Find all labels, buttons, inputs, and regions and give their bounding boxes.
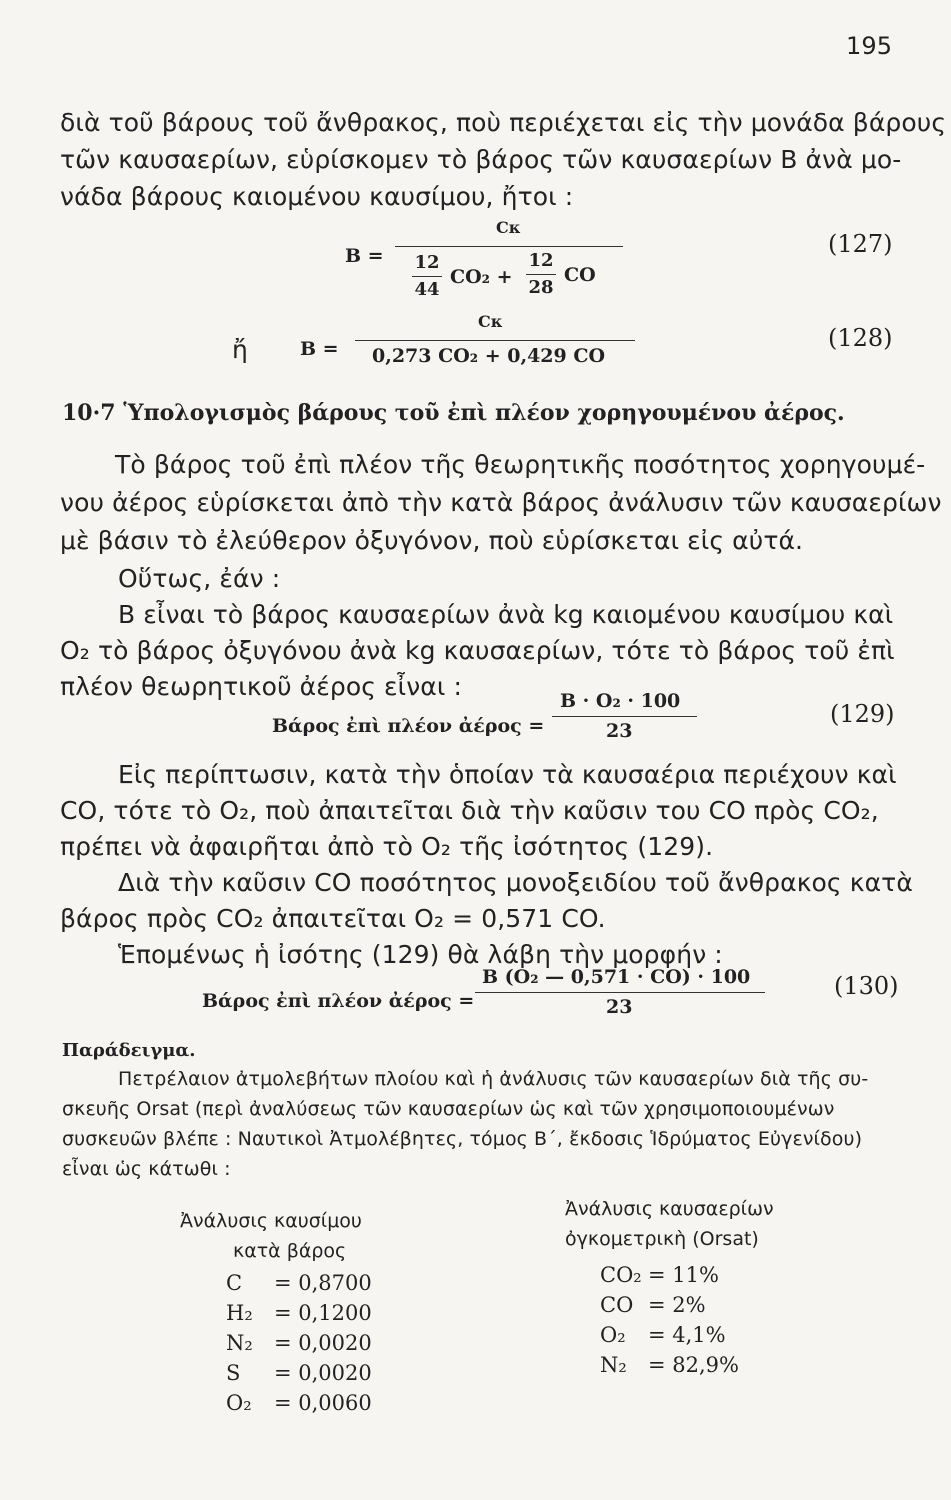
fuel-row (226, 1358, 372, 1388)
eq127-number: (127) (828, 230, 893, 258)
eq130-denominator: 23 (606, 996, 633, 1018)
eq128-lhs: B = (300, 338, 339, 360)
para1-line-3: νάδα βάρους καιομένου καυσίμου, ἤτοι : (60, 182, 574, 211)
para5-line-3: συσκευῶν βλέπε : Ναυτικοὶ Ἀτμολέβητες, τόμος Β΄, ἔκδοσις Ἱδρύματος Εὐγενίδου) (62, 1128, 863, 1150)
eq129-lhs: Βάρος ἐπὶ πλέον ἀέρος = (272, 715, 545, 737)
gas-value: = 11% (648, 1263, 719, 1287)
para5-line-2: σκευῆς Orsat (περὶ ἀναλύσεως τῶν καυσαερίων ὡς καὶ τῶν χρησιμοποιουμένων (62, 1098, 835, 1120)
eq127-frac-a (412, 252, 442, 301)
gas-analysis-heading-2: ὀγκομετρικὴ (Orsat) (565, 1228, 759, 1250)
eq127-frac-b-den: 28 (528, 277, 554, 298)
para2-line-2: νου ἀέρος εὑρίσκεται ἀπὸ τὴν κατὰ βάρος ἀνάλυσιν τῶν καυσαερίων (60, 488, 942, 517)
gas-value: = 4,1% (648, 1323, 726, 1347)
para2-line-3: μὲ βάσιν τὸ ἐλεύθερον ὀξυγόνον, ποὺ εὑρίσκεται εἰς αὐτά. (60, 526, 804, 555)
fuel-element: H₂ (226, 1301, 253, 1325)
gas-row (600, 1290, 739, 1320)
fuel-element: C (226, 1271, 243, 1295)
gas-element: CO (600, 1293, 634, 1317)
para1-line-1: διὰ τοῦ βάρους τοῦ ἄνθρακος, ποὺ περιέχεται εἰς τὴν μονάδα βάρους (60, 108, 947, 137)
fuel-analysis-heading-1: Ἀνάλυσις καυσίμου (180, 1210, 362, 1232)
para2-line-1: Τὸ βάρος τοῦ ἐπὶ πλέον τῆς θεωρητικῆς ποσότητος χορηγουμέ- (115, 450, 926, 479)
fuel-value: = 0,0020 (274, 1331, 372, 1355)
para3-line-1: Οὕτως, ἐάν : (118, 564, 281, 593)
eq127-term-b: CO (564, 264, 596, 286)
eq128-denominator: 0,273 CO₂ + 0,429 CO (372, 345, 606, 367)
gas-row (600, 1260, 739, 1290)
gas-row (600, 1320, 739, 1350)
fuel-element: S (226, 1361, 241, 1385)
fuel-value: = 0,0020 (274, 1361, 372, 1385)
eq130-lhs: Βάρος ἐπὶ πλέον ἀέρος = (202, 990, 475, 1012)
section-title: 10·7 Ὑπολογισμὸς βάρους τοῦ ἐπὶ πλέον χορηγουμένου ἀέρος. (62, 400, 845, 426)
gas-analysis-heading-1: Ἀνάλυσις καυσαερίων (565, 1198, 774, 1220)
fuel-element: O₂ (226, 1391, 252, 1415)
example-title: Παράδειγμα. (62, 1040, 196, 1061)
eq130-numerator: B (O₂ — 0,571 · CO) · 100 (482, 966, 751, 988)
fuel-row (226, 1298, 372, 1328)
page-number: 195 (846, 32, 893, 60)
eq128-prefix: ἤ (232, 335, 248, 364)
eq127-frac-b-num: 12 (528, 250, 554, 271)
eq127-frac-b-bar (526, 274, 556, 275)
para5-line-1: Πετρέλαιον ἀτμολεβήτων πλοίου καὶ ἡ ἀνάλυσις τῶν καυσαερίων διὰ τῆς συ- (118, 1068, 869, 1090)
gas-value: = 2% (648, 1293, 706, 1317)
eq127-main-bar (395, 246, 623, 247)
para4-line-6: Ἑπομένως ἡ ἰσότης (129) θὰ λάβη τὴν μορφήν : (118, 940, 723, 969)
eq127-term-a: CO₂ + (450, 266, 513, 288)
para4-line-2: CO, τότε τὸ O₂, ποὺ ἀπαιτεῖται διὰ τὴν καῦσιν του CO πρὸς CO₂, (60, 796, 879, 825)
gas-row (600, 1350, 739, 1380)
para5-line-4: εἶναι ὡς κάτωθι : (62, 1158, 231, 1180)
eq129-denominator: 23 (606, 720, 633, 742)
para4-line-1: Εἰς περίπτωσιν, κατὰ τὴν ὁποίαν τὰ καυσαέρια περιέχουν καὶ (118, 760, 897, 789)
fuel-analysis-heading-2: κατὰ βάρος (233, 1240, 347, 1262)
eq129-bar (552, 716, 697, 717)
eq128-number: (128) (828, 324, 893, 352)
eq127-frac-b (526, 250, 556, 299)
eq127-frac-a-num: 12 (414, 252, 440, 273)
fuel-row (226, 1388, 372, 1418)
gas-element: CO₂ (600, 1263, 642, 1287)
eq129-number: (129) (830, 700, 895, 728)
fuel-analysis-table (226, 1268, 372, 1418)
eq127-frac-a-bar (412, 276, 442, 277)
fuel-row (226, 1328, 372, 1358)
eq130-bar (475, 992, 765, 993)
gas-element: N₂ (600, 1353, 627, 1377)
fuel-value: = 0,1200 (274, 1301, 372, 1325)
para3-line-2: B εἶναι τὸ βάρος καυσαερίων ἀνὰ kg καιομένου καυσίμου καὶ (118, 600, 894, 629)
eq127-lhs: B = (345, 245, 384, 267)
para1-line-2: τῶν καυσαερίων, εὑρίσκομεν τὸ βάρος τῶν καυσαερίων B ἀνὰ μο- (60, 145, 902, 174)
fuel-value: = 0,8700 (274, 1271, 372, 1295)
eq127-frac-a-den: 44 (414, 279, 440, 300)
eq128-bar (355, 340, 635, 341)
eq128-numerator: Cκ (478, 312, 503, 331)
gas-value: = 82,9% (648, 1353, 739, 1377)
fuel-row (226, 1268, 372, 1298)
para3-line-3: O₂ τὸ βάρος ὀξυγόνου ἀνὰ kg καυσαερίων, τότε τὸ βάρος τοῦ ἐπὶ (60, 636, 895, 665)
para4-line-3: πρέπει νὰ ἀφαιρῆται ἀπὸ τὸ O₂ τῆς ἰσότητος (129). (60, 832, 714, 861)
para4-line-4: Διὰ τὴν καῦσιν CO ποσότητος μονοξειδίου τοῦ ἄνθρακος κατὰ (118, 868, 913, 897)
para3-line-4: πλέον θεωρητικοῦ ἀέρος εἶναι : (60, 672, 462, 701)
fuel-element: N₂ (226, 1331, 253, 1355)
para4-line-5: βάρος πρὸς CO₂ ἀπαιτεῖται O₂ = 0,571 CO. (60, 904, 606, 933)
gas-element: O₂ (600, 1323, 626, 1347)
fuel-value: = 0,0060 (274, 1391, 372, 1415)
eq127-numerator: Cκ (496, 218, 521, 237)
gas-analysis-table (600, 1260, 739, 1380)
eq130-number: (130) (834, 972, 899, 1000)
eq129-numerator: B · O₂ · 100 (560, 690, 681, 712)
